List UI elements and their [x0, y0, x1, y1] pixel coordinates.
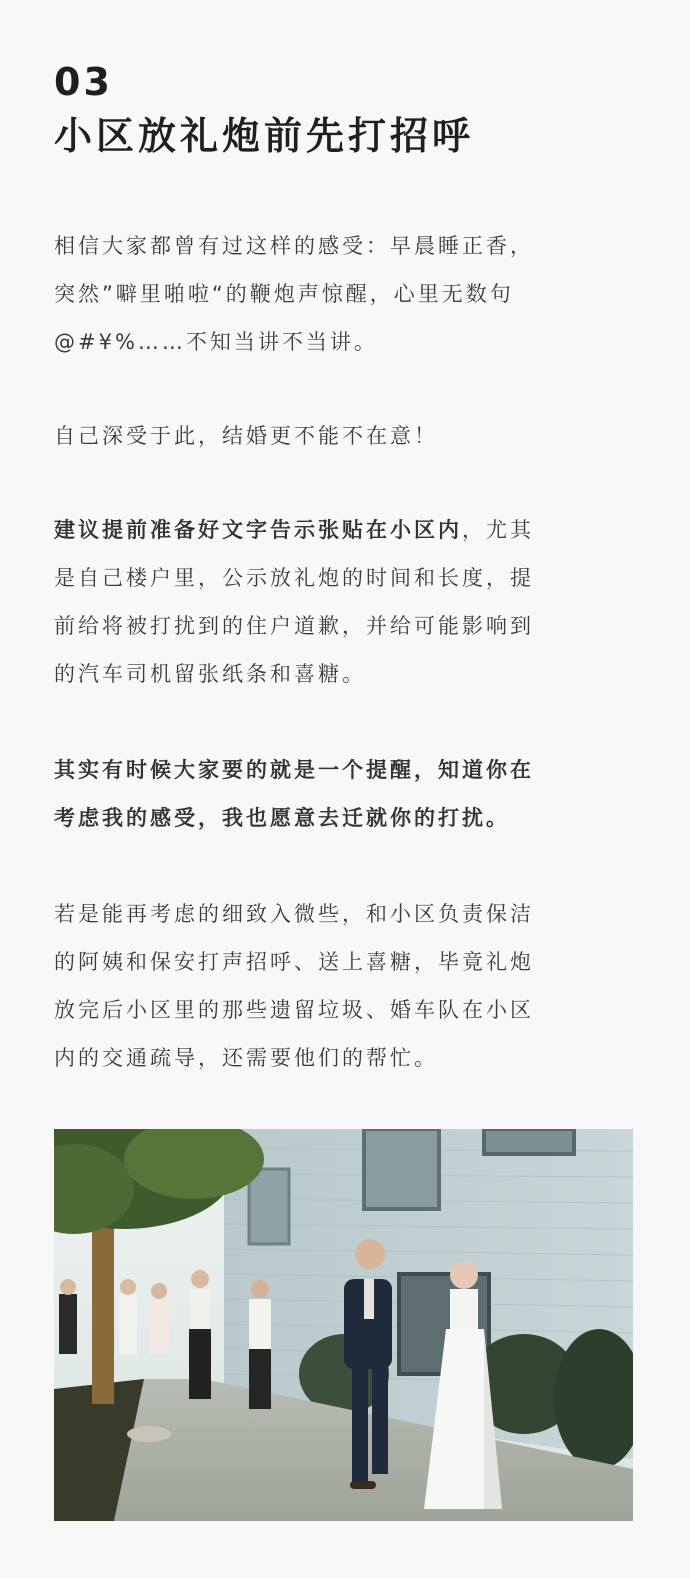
- highlight-text: 建议提前准备好文字告示张贴在小区内: [54, 518, 462, 542]
- paragraph-line: 的汽车司机留张纸条和喜糖。: [54, 662, 366, 686]
- paragraph-staff-greeting: [54, 890, 636, 1082]
- paragraph-reminder: [54, 746, 636, 842]
- paragraph-line: 其实有时候大家要的就是一个提醒，知道你在: [54, 758, 534, 782]
- paragraph-line: 的阿姨和保安打声招呼、送上喜糖，毕竟礼炮: [54, 950, 534, 974]
- paragraph-line: 考虑我的感受，我也愿意去迁就你的打扰。: [54, 806, 510, 830]
- line-rest: ，尤其: [462, 518, 534, 542]
- paragraph-line: 相信大家都曾有过这样的感受：早晨睡正香，: [54, 234, 534, 258]
- paragraph-notice-suggestion: [54, 506, 636, 698]
- paragraph-line: 突然”噼里啪啦“的鞭炮声惊醒，心里无数句: [54, 282, 514, 306]
- paragraph-line: 是自己楼户里，公示放礼炮的时间和长度，提: [54, 566, 534, 590]
- wedding-photo: [54, 1129, 633, 1521]
- section-number: 03: [54, 60, 113, 104]
- paragraph-care: [54, 412, 636, 460]
- paragraph-line: 放完后小区里的那些遗留垃圾、婚车队在小区: [54, 998, 534, 1022]
- paragraph-line: @#¥%……不知当讲不当讲。: [54, 330, 378, 354]
- paragraph-line: 内的交通疏导，还需要他们的帮忙。: [54, 1046, 438, 1070]
- section-title: 小区放礼炮前先打招呼: [54, 114, 475, 158]
- paragraph-line: 前给将被打扰到的住户道歉，并给可能影响到: [54, 614, 534, 638]
- paragraph-line: [54, 506, 636, 554]
- paragraph-morning-firecrackers: [54, 222, 636, 366]
- paragraph-line: 自己深受于此，结婚更不能不在意！: [54, 424, 438, 448]
- paragraph-line: 若是能再考虑的细致入微些，和小区负责保洁: [54, 902, 534, 926]
- wedding-photo-illustration: [54, 1129, 633, 1521]
